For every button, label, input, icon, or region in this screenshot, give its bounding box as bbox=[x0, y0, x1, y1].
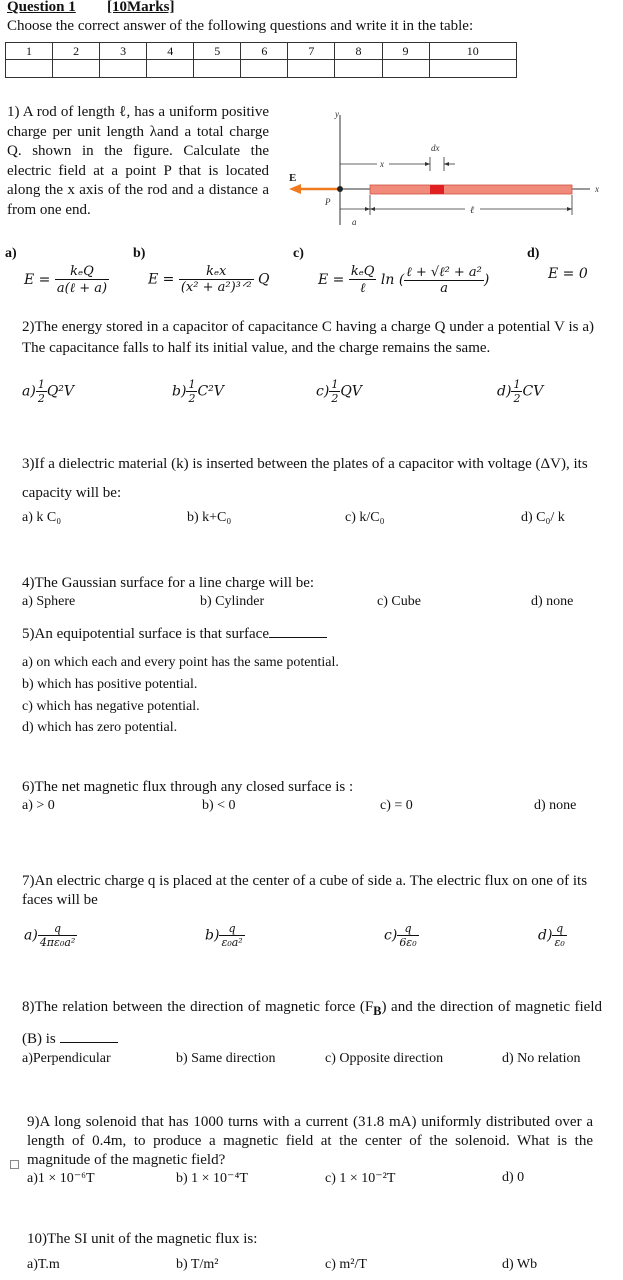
q4-option-b[interactable]: b) Cylinder bbox=[200, 594, 265, 609]
q7-option-a-num: q bbox=[38, 922, 78, 936]
rod-figure bbox=[285, 105, 615, 245]
q7-option-c-den: 6ε₀ bbox=[399, 936, 417, 949]
q2-option-d-tail: CV bbox=[522, 383, 544, 400]
y-label: y bbox=[335, 109, 339, 119]
q5-option-b[interactable]: b) which has positive potential. bbox=[22, 677, 198, 692]
q2-option-d-num: 1 bbox=[513, 378, 521, 391]
dx-element bbox=[430, 185, 444, 194]
q1-option-b-num: kₑx bbox=[179, 264, 254, 280]
q8-option-a[interactable]: a)Perpendicular bbox=[22, 1051, 111, 1066]
q4-text: 4)The Gaussian surface for a line charge will be: bbox=[22, 575, 315, 591]
x-label: x bbox=[380, 159, 384, 169]
q7-option-c[interactable] bbox=[384, 922, 419, 949]
q7-option-c-letter: c) bbox=[384, 927, 398, 944]
answer-cell[interactable] bbox=[53, 60, 100, 78]
q2-option-c-den: 2 bbox=[331, 392, 339, 405]
a-distance-arrow bbox=[365, 207, 370, 211]
q2-option-b[interactable] bbox=[172, 378, 224, 405]
q7-option-b-den: ε₀a² bbox=[221, 936, 243, 949]
e-field-label: E⃗ bbox=[289, 172, 305, 184]
q1-option-c-num2: ℓ + √ℓ² + a² bbox=[406, 265, 482, 280]
q2-option-d-letter: d) bbox=[497, 383, 512, 400]
q2-option-a-letter: a) bbox=[22, 383, 36, 400]
q8-blank[interactable] bbox=[60, 1042, 118, 1043]
answer-cell[interactable] bbox=[241, 60, 288, 78]
q4-option-a[interactable]: a) Sphere bbox=[22, 594, 76, 609]
q10-option-a[interactable]: a)T.m bbox=[27, 1257, 60, 1272]
q4-option-d[interactable]: d) none bbox=[531, 594, 574, 609]
q2-option-a-tail: Q²V bbox=[46, 383, 75, 400]
q7-option-b-num: q bbox=[219, 922, 244, 936]
q1-option-a[interactable] bbox=[24, 264, 109, 296]
answer-number: 1 bbox=[6, 43, 53, 60]
answer-table-header-row bbox=[6, 43, 517, 60]
answer-cell[interactable] bbox=[335, 60, 382, 78]
q2-option-b-den: 2 bbox=[188, 392, 196, 405]
q1-option-b-letter: b) bbox=[133, 246, 146, 261]
q4-option-c[interactable]: c) Cube bbox=[377, 594, 421, 609]
q8-text-before: 8)The relation between the direction of magnetic force (F bbox=[22, 999, 374, 1015]
q7-option-a[interactable] bbox=[24, 922, 77, 949]
e-field-arrow-head bbox=[289, 184, 301, 194]
marks-label: [10Marks] bbox=[107, 0, 175, 15]
answer-number: 3 bbox=[100, 43, 147, 60]
l-arrow-right bbox=[567, 207, 572, 211]
q3-option-d[interactable]: d) C₀/ k bbox=[521, 510, 565, 525]
answer-cell[interactable] bbox=[382, 60, 429, 78]
a-label: a bbox=[352, 217, 357, 227]
q2-option-b-num: 1 bbox=[188, 378, 196, 391]
q5-option-c[interactable]: c) which has negative potential. bbox=[22, 699, 200, 714]
move-handle-icon[interactable] bbox=[10, 1160, 19, 1169]
q1-option-c-ln: ln ( bbox=[380, 272, 405, 288]
answer-cell[interactable] bbox=[6, 60, 53, 78]
q6-option-d[interactable]: d) none bbox=[534, 798, 577, 813]
q2-option-c-tail: QV bbox=[340, 383, 362, 400]
q7-option-d-num: q bbox=[552, 922, 566, 936]
q7-option-b-letter: b) bbox=[205, 927, 220, 944]
p-label: P bbox=[325, 197, 331, 207]
q8-option-d[interactable]: d) No relation bbox=[502, 1051, 581, 1066]
answer-table-answer-row bbox=[6, 60, 517, 78]
answer-number: 7 bbox=[288, 43, 335, 60]
l-arrow-left bbox=[370, 207, 375, 211]
q2-option-d[interactable] bbox=[497, 378, 543, 405]
answer-cell[interactable] bbox=[147, 60, 194, 78]
answer-number: 4 bbox=[147, 43, 194, 60]
answer-number: 9 bbox=[382, 43, 429, 60]
q2-option-c-num: 1 bbox=[331, 378, 339, 391]
q1-option-d[interactable]: E = 0 bbox=[548, 266, 588, 282]
q2-option-b-tail: C²V bbox=[197, 383, 224, 400]
question-label: Question 1 bbox=[7, 0, 76, 15]
q10-text: 10)The SI unit of the magnetic flux is: bbox=[27, 1231, 258, 1247]
instruction: Choose the correct answer of the following questions and write it in the table: bbox=[7, 18, 474, 34]
q7-option-c-num: q bbox=[397, 922, 418, 936]
q6-option-b[interactable]: b) < 0 bbox=[202, 798, 236, 813]
q2-option-b-letter: b) bbox=[172, 383, 187, 400]
q1-option-b-tail: Q bbox=[258, 271, 270, 288]
q1-option-b-lhs: E = bbox=[148, 271, 175, 288]
q1-option-b-den: (x² + a²)³ᐟ² bbox=[180, 280, 252, 295]
q7-option-a-den: 4πε₀a² bbox=[39, 936, 76, 949]
answer-table bbox=[5, 42, 517, 78]
q6-option-a[interactable]: a) > 0 bbox=[22, 798, 55, 813]
q9-option-c[interactable]: c) 1 × 10⁻²T bbox=[325, 1171, 396, 1186]
answer-number: 6 bbox=[241, 43, 288, 60]
l-label: ℓ bbox=[470, 205, 475, 216]
q1-option-c[interactable] bbox=[318, 264, 489, 296]
q1-option-a-lhs: E = bbox=[24, 272, 51, 288]
q1-option-a-num: kₑQ bbox=[55, 264, 109, 280]
q5-option-a[interactable]: a) on which each and every point has the same potential. bbox=[22, 655, 339, 670]
q2-option-a-num: 1 bbox=[37, 378, 45, 391]
q6-option-c[interactable]: c) = 0 bbox=[380, 798, 413, 813]
q1-option-d-letter: d) bbox=[527, 246, 540, 261]
q9-option-b[interactable]: b) 1 × 10⁻⁴T bbox=[176, 1171, 248, 1186]
q2-option-a[interactable] bbox=[22, 378, 74, 405]
q2-option-d-den: 2 bbox=[513, 392, 521, 405]
q7-option-b[interactable] bbox=[205, 922, 245, 949]
answer-number: 5 bbox=[194, 43, 241, 60]
dx-label: dx bbox=[431, 143, 440, 153]
q1-option-c-letter: c) bbox=[293, 246, 304, 261]
q9-text: 9)A long solenoid that has 1000 turns with a current (31.8 mA) uniformly distributed over a length of 0.4m, to produce a magnetic field at the center of the solenoid. What is the magnitude of the magnetic field? bbox=[27, 1114, 593, 1168]
q5-blank[interactable] bbox=[269, 637, 327, 638]
q2-option-a-den: 2 bbox=[37, 392, 45, 405]
q7-option-d-letter: d) bbox=[538, 927, 553, 944]
q7-option-a-letter: a) bbox=[24, 927, 38, 944]
point-p bbox=[337, 186, 343, 192]
x-distance-arrow bbox=[425, 162, 430, 166]
q1-option-a-den: a(ℓ + a) bbox=[56, 281, 108, 296]
q10-option-d[interactable]: d) Wb bbox=[502, 1257, 538, 1272]
q3-option-c[interactable]: c) k/C₀ bbox=[345, 510, 385, 525]
q1-option-c-close: ) bbox=[483, 272, 490, 288]
answer-cell[interactable] bbox=[194, 60, 241, 78]
q10-option-b[interactable]: b) T/m² bbox=[176, 1257, 219, 1272]
q2-option-c[interactable] bbox=[316, 378, 362, 405]
q1-text: 1) A rod of length ℓ, has a uniform positive charge per unit length λand a total charge Q. shown in the figure. Calculate the electric field at a point P that is located along the x axis of the rod and a distance a from one end. bbox=[7, 104, 269, 218]
q1-option-c-num: kₑQ bbox=[350, 264, 375, 279]
answer-cell[interactable] bbox=[100, 60, 147, 78]
q5-option-d[interactable]: d) which has zero potential. bbox=[22, 720, 178, 735]
answer-cell[interactable] bbox=[288, 60, 335, 78]
q8-text-sub: B bbox=[373, 1004, 382, 1018]
q9-option-a[interactable]: a)1 × 10⁻⁶T bbox=[27, 1171, 95, 1186]
dx-arrow bbox=[444, 162, 449, 166]
q1-option-c-lhs: E = bbox=[318, 272, 345, 288]
q2-option-c-letter: c) bbox=[316, 383, 330, 400]
q2-text: 2)The energy stored in a capacitor of capacitance C having a charge Q under a potential V is a) The capacitance falls to half its initial value, and the charge remains the same. bbox=[22, 319, 594, 356]
q8-option-c[interactable]: c) Opposite direction bbox=[325, 1051, 444, 1066]
answer-number: 2 bbox=[53, 43, 100, 60]
q3-option-a[interactable]: a) k C₀ bbox=[22, 510, 62, 525]
q8-text-after: ) and the direction of magnetic field (B) is bbox=[22, 999, 602, 1047]
q1-option-c-den: ℓ bbox=[359, 281, 366, 296]
q8-option-b[interactable]: b) Same direction bbox=[176, 1051, 276, 1066]
q3-option-b[interactable]: b) k+C₀ bbox=[187, 510, 232, 525]
q1-option-b[interactable] bbox=[148, 264, 270, 295]
q7-option-d-den: ε₀ bbox=[554, 936, 565, 949]
q5-text: 5)An equipotential surface is that surface bbox=[22, 626, 269, 642]
answer-cell[interactable] bbox=[429, 60, 516, 78]
q9-option-d[interactable]: d) 0 bbox=[502, 1170, 525, 1185]
q1-option-c-den2: a bbox=[440, 281, 448, 296]
charged-rod bbox=[370, 185, 572, 194]
q7-text: 7)An electric charge q is placed at the center of a cube of side a. The electric flux on one of its faces will be bbox=[22, 873, 588, 908]
q1-option-a-letter: a) bbox=[5, 246, 17, 261]
q7-option-d[interactable] bbox=[538, 922, 567, 949]
q10-option-c[interactable]: c) m²/T bbox=[325, 1257, 367, 1272]
q3-text: 3)If a dielectric material (k) is inserted between the plates of a capacitor with voltage (ΔV), its capacity will be: bbox=[22, 456, 588, 501]
q5-question bbox=[22, 626, 327, 643]
x-axis-label: x bbox=[595, 184, 599, 194]
answer-number: 10 bbox=[429, 43, 516, 60]
q6-text: 6)The net magnetic flux through any closed surface is : bbox=[22, 779, 354, 795]
q8-text bbox=[22, 993, 602, 1053]
answer-number: 8 bbox=[335, 43, 382, 60]
